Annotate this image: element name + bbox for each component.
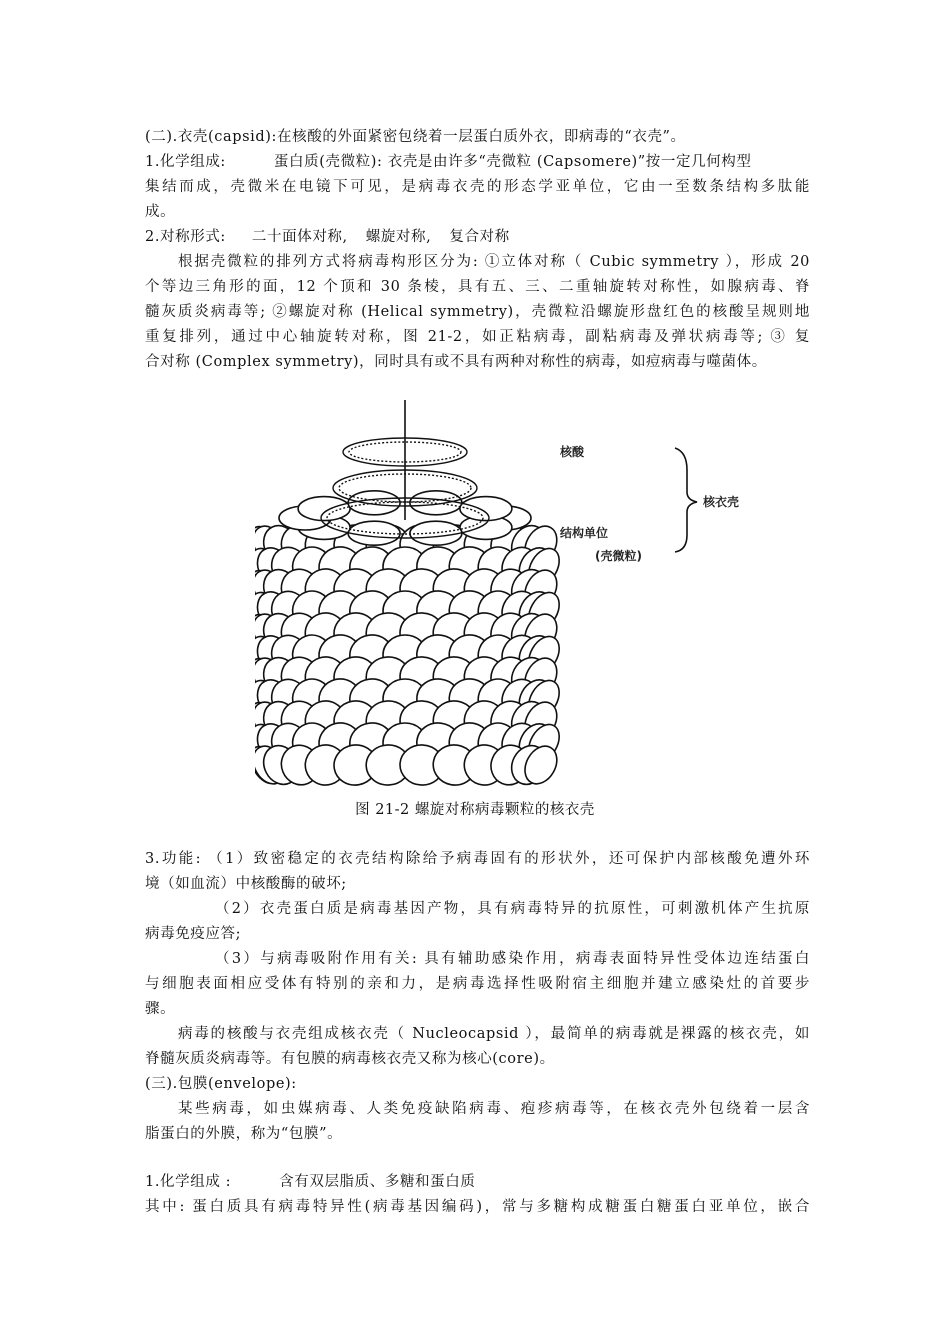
envelope-chem-label: 1.化学组成 : bbox=[145, 1174, 232, 1190]
symmetry-paragraph-4: 重复排列，通过中心轴旋转对称，图 21-2，如正粘病毒，副粘病毒及弹状病毒等; ③ 复 bbox=[145, 329, 810, 345]
symmetry-paragraph-1: 根据壳微粒的排列方式将病毒构形区分为: ①立体对称（ Cubic symmetry ），形成 20 bbox=[178, 254, 810, 270]
chem-composition-text-3: 成。 bbox=[145, 204, 176, 220]
envelope-protein-line: 其中: 蛋白质具有病毒特异性(病毒基因编码)，常与多糖构成糖蛋白糖蛋白亚单位，嵌合 bbox=[145, 1199, 810, 1215]
chem-composition-text: 蛋白质(壳微粒): 衣壳是由许多“壳微粒 (Capsomere)”按一定几何构型 bbox=[273, 154, 752, 170]
function-1-line-1: 3.功能: （1）致密稳定的衣壳结构除给予病毒固有的形状外，还可保护内部核酸免遭外环 bbox=[145, 851, 810, 867]
function-2-line-2: 病毒免疫应答; bbox=[145, 926, 242, 942]
function-1-line-2: 境（如血流）中核酸酶的破坏; bbox=[145, 876, 347, 892]
section-capsid-heading: (二).衣壳(capsid):在核酸的外面紧密包绕着一层蛋白质外衣，即病毒的“衣壳”。 bbox=[145, 129, 686, 145]
envelope-paragraph-2: 脂蛋白的外膜，称为“包膜”。 bbox=[145, 1126, 343, 1142]
label-capsomere: (壳微粒) bbox=[595, 549, 642, 563]
chem-composition-label: 1.化学组成: bbox=[145, 154, 226, 170]
symmetry-paragraph-3: 髓灰质炎病毒等; ②螺旋对称 (Helical symmetry)，壳微粒沿螺旋形盘红色的核酸呈规则地 bbox=[145, 304, 810, 320]
nucleocapsid-paragraph-1: 病毒的核酸与衣壳组成核衣壳（ Nucleocapsid ），最简单的病毒就是裸露的核衣壳，如 bbox=[178, 1026, 810, 1042]
label-structural-unit: 结构单位 bbox=[560, 526, 609, 540]
envelope-chem-line bbox=[145, 1172, 810, 1192]
nucleocapsid-paragraph-2: 脊髓灰质炎病毒等。有包膜的病毒核衣壳又称为核心(core)。 bbox=[145, 1051, 555, 1067]
figure-caption: 图 21-2 螺旋对称病毒颗粒的核衣壳 bbox=[355, 802, 595, 818]
nucleocapsid-bracket bbox=[675, 448, 697, 552]
nucleocapsid-illustration bbox=[255, 400, 755, 790]
label-nucleic-acid: 核酸 bbox=[560, 445, 585, 459]
symmetry-paragraph-5: 合对称 (Complex symmetry)，同时具有或不具有两种对称性的病毒，如痘病毒与噬菌体。 bbox=[145, 354, 767, 370]
symmetry-label: 2.对称形式: bbox=[145, 229, 226, 245]
function-2-line-1: （2）衣壳蛋白质是病毒基因产物，具有病毒特异的抗原性，可刺激机体产生抗原 bbox=[215, 901, 810, 917]
envelope-paragraph-1: 某些病毒，如虫媒病毒、人类免疫缺陷病毒、疱疹病毒等，在核衣壳外包绕着一层含 bbox=[178, 1101, 810, 1117]
symmetry-complex: 复合对称 bbox=[449, 229, 510, 245]
function-3-line-2: 与细胞表面相应受体有特别的亲和力，是病毒选择性吸附宿主细胞并建立感染灶的首要步 bbox=[145, 976, 810, 992]
symmetry-paragraph-2: 个等边三角形的面，12 个顶和 30 条棱，具有五、三、二重轴旋转对称性，如腺病毒、脊 bbox=[145, 279, 810, 295]
symmetry-helical: 螺旋对称, bbox=[365, 229, 432, 245]
symmetry-forms-line bbox=[145, 227, 810, 247]
helical-nucleocapsid-figure bbox=[255, 400, 755, 790]
symmetry-icosahedral: 二十面体对称, bbox=[251, 229, 348, 245]
function-3-line-3: 骤。 bbox=[145, 1001, 176, 1017]
chem-composition-text-2: 集结而成，壳微米在电镜下可见，是病毒衣壳的形态学亚单位，它由一至数条结构多肽能 bbox=[145, 179, 810, 195]
label-nucleocapsid: 核衣壳 bbox=[703, 495, 740, 509]
envelope-chem-value: 含有双层脂质、多糖和蛋白质 bbox=[279, 1174, 476, 1190]
section-envelope-heading: (三).包膜(envelope): bbox=[145, 1076, 297, 1092]
chem-composition-line bbox=[145, 152, 810, 172]
function-3-line-1: （3）与病毒吸附作用有关: 具有辅助感染作用，病毒表面特异性受体边连结蛋白 bbox=[215, 951, 810, 967]
capsomere bbox=[298, 497, 350, 521]
